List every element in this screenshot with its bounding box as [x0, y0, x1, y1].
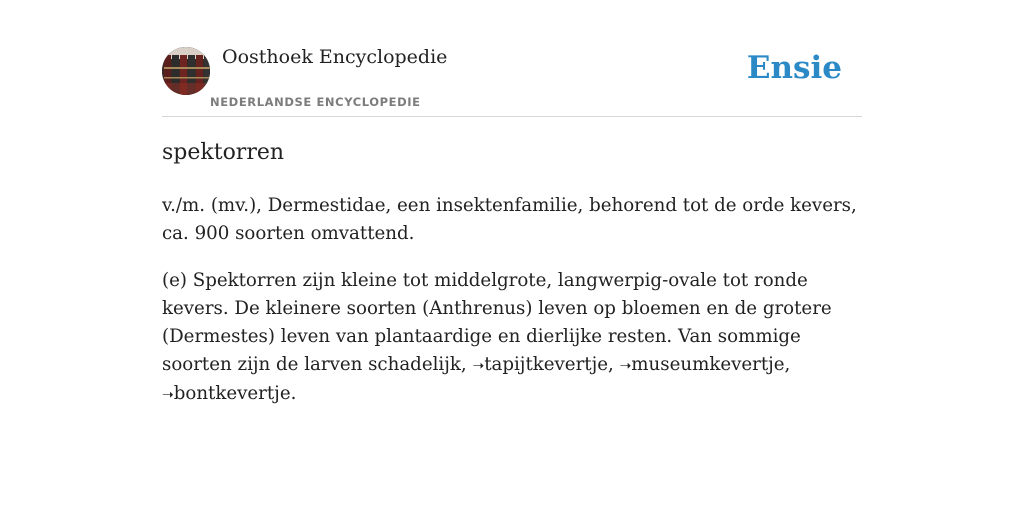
entry-paragraph: [162, 267, 866, 409]
encyclopedia-books-icon[interactable]: [162, 47, 210, 95]
entry-paragraph-text: (e) Spektorren zijn kleine tot middelgrote, langwerpig-ovale tot ronde kevers. De kleinere soorten (Anthrenus) leven op bloemen en de grotere (Dermestes) leven van plantaardige en dierlijke resten. Van sommige soorten zijn de larven schadelijk,: [162, 270, 832, 375]
entry-body: [162, 192, 866, 428]
separator: ,: [607, 354, 620, 375]
arrow-right-icon: ➝: [472, 358, 485, 374]
entry-title: spektorren: [162, 140, 285, 165]
separator: .: [290, 383, 297, 404]
separator: ,: [784, 354, 791, 375]
xref-link-museumkevertje[interactable]: [620, 354, 785, 375]
site-header: [162, 0, 862, 117]
xref-link-tapijtkevertje[interactable]: [472, 354, 608, 375]
site-title[interactable]: Oosthoek Encyclopedie: [222, 46, 448, 68]
xref-label: bontkevertje: [173, 383, 291, 404]
xref-label: tapijtkevertje: [484, 354, 608, 375]
entry-definition: v./m. (mv.), Dermestidae, een insektenfamilie, behorend tot de orde kevers, ca. 900 soorten omvattend.: [162, 195, 857, 244]
xref-link-bontkevertje[interactable]: [162, 383, 291, 404]
site-subtitle: NEDERLANDSE ENCYCLOPEDIE: [210, 95, 421, 109]
arrow-right-icon: ➝: [619, 358, 632, 374]
xref-label: museumkevertje: [631, 354, 785, 375]
arrow-right-icon: ➝: [162, 387, 174, 403]
ensie-logo-link[interactable]: Ensie: [746, 50, 842, 86]
